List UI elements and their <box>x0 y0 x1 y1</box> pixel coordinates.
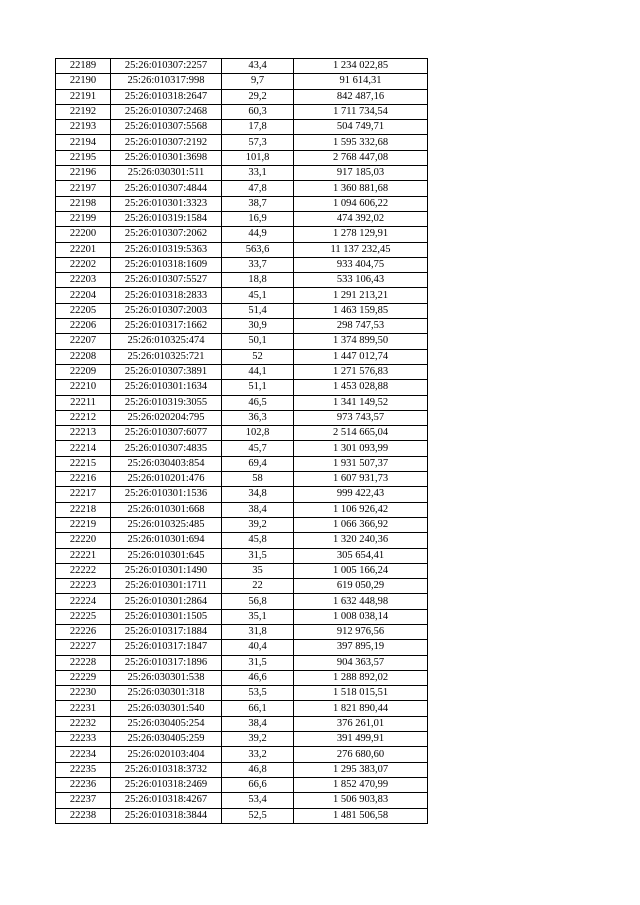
cadastral-number-cell: 25:26:010301:645 <box>111 548 222 563</box>
cadastral-number-cell: 25:26:020204:795 <box>111 410 222 425</box>
cadastral-number-cell: 25:26:010318:4267 <box>111 793 222 808</box>
cadastral-value-cell: 1 295 383,07 <box>294 762 428 777</box>
area-cell: 66,6 <box>222 777 294 792</box>
cadastral-number-cell: 25:26:010301:694 <box>111 533 222 548</box>
cadastral-number-cell: 25:26:010307:4835 <box>111 441 222 456</box>
table-row <box>56 89 428 104</box>
table-row <box>56 227 428 242</box>
cadastral-value-cell: 917 185,03 <box>294 166 428 181</box>
cadastral-value-cell: 276 680,60 <box>294 747 428 762</box>
row-number-cell: 22194 <box>56 135 111 150</box>
cadastral-number-cell: 25:26:010317:998 <box>111 74 222 89</box>
row-number-cell: 22217 <box>56 487 111 502</box>
area-cell: 58 <box>222 472 294 487</box>
row-number-cell: 22215 <box>56 456 111 471</box>
table-row <box>56 777 428 792</box>
area-cell: 30,9 <box>222 319 294 334</box>
cadastral-number-cell: 25:26:010301:1634 <box>111 380 222 395</box>
row-number-cell: 22207 <box>56 334 111 349</box>
table-body <box>56 59 428 824</box>
cadastral-value-cell: 1 518 015,51 <box>294 686 428 701</box>
cadastral-number-cell: 25:26:010307:2062 <box>111 227 222 242</box>
area-cell: 31,8 <box>222 624 294 639</box>
row-number-cell: 22231 <box>56 701 111 716</box>
row-number-cell: 22212 <box>56 410 111 425</box>
cadastral-number-cell: 25:26:030405:259 <box>111 732 222 747</box>
table-row <box>56 334 428 349</box>
row-number-cell: 22230 <box>56 686 111 701</box>
table-row <box>56 624 428 639</box>
area-cell: 38,4 <box>222 502 294 517</box>
cadastral-value-cell: 474 392,02 <box>294 211 428 226</box>
area-cell: 60,3 <box>222 104 294 119</box>
row-number-cell: 22192 <box>56 104 111 119</box>
area-cell: 22 <box>222 579 294 594</box>
cadastral-value-cell: 1 320 240,36 <box>294 533 428 548</box>
table-row <box>56 609 428 624</box>
row-number-cell: 22225 <box>56 609 111 624</box>
cadastral-value-cell: 376 261,01 <box>294 716 428 731</box>
cadastral-number-cell: 25:26:010307:6077 <box>111 426 222 441</box>
cadastral-value-cell: 91 614,31 <box>294 74 428 89</box>
table-row <box>56 472 428 487</box>
table-row <box>56 242 428 257</box>
table-row <box>56 364 428 379</box>
area-cell: 38,4 <box>222 716 294 731</box>
cadastral-number-cell: 25:26:030301:318 <box>111 686 222 701</box>
table-row <box>56 441 428 456</box>
row-number-cell: 22221 <box>56 548 111 563</box>
table-row <box>56 808 428 823</box>
cadastral-number-cell: 25:26:010317:1662 <box>111 319 222 334</box>
table-row <box>56 732 428 747</box>
cadastral-value-cell: 1 066 366,92 <box>294 517 428 532</box>
row-number-cell: 22211 <box>56 395 111 410</box>
cadastral-value-cell: 999 422,43 <box>294 487 428 502</box>
area-cell: 35 <box>222 563 294 578</box>
area-cell: 101,8 <box>222 150 294 165</box>
row-number-cell: 22190 <box>56 74 111 89</box>
area-cell: 39,2 <box>222 732 294 747</box>
row-number-cell: 22200 <box>56 227 111 242</box>
cadastral-number-cell: 25:26:010307:5568 <box>111 120 222 135</box>
cadastral-number-cell: 25:26:010301:668 <box>111 502 222 517</box>
cadastral-value-cell: 1 341 149,52 <box>294 395 428 410</box>
area-cell: 31,5 <box>222 655 294 670</box>
cadastral-number-cell: 25:26:010319:3055 <box>111 395 222 410</box>
cadastral-number-cell: 25:26:010201:476 <box>111 472 222 487</box>
cadastral-value-cell: 305 654,41 <box>294 548 428 563</box>
cadastral-value-cell: 2 514 665,04 <box>294 426 428 441</box>
area-cell: 36,3 <box>222 410 294 425</box>
area-cell: 66,1 <box>222 701 294 716</box>
row-number-cell: 22196 <box>56 166 111 181</box>
area-cell: 44,1 <box>222 364 294 379</box>
area-cell: 9,7 <box>222 74 294 89</box>
area-cell: 39,2 <box>222 517 294 532</box>
table-row <box>56 548 428 563</box>
area-cell: 57,3 <box>222 135 294 150</box>
cadastral-number-cell: 25:26:010301:3698 <box>111 150 222 165</box>
cadastral-value-cell: 1 360 881,68 <box>294 181 428 196</box>
cadastral-value-cell: 2 768 447,08 <box>294 150 428 165</box>
cadastral-value-cell: 11 137 232,45 <box>294 242 428 257</box>
cadastral-value-cell: 1 374 899,50 <box>294 334 428 349</box>
row-number-cell: 22219 <box>56 517 111 532</box>
table-row <box>56 303 428 318</box>
area-cell: 40,4 <box>222 640 294 655</box>
area-cell: 33,1 <box>222 166 294 181</box>
area-cell: 56,8 <box>222 594 294 609</box>
table-row <box>56 517 428 532</box>
area-cell: 17,8 <box>222 120 294 135</box>
table-row <box>56 563 428 578</box>
area-cell: 31,5 <box>222 548 294 563</box>
table-row <box>56 701 428 716</box>
row-number-cell: 22198 <box>56 196 111 211</box>
row-number-cell: 22227 <box>56 640 111 655</box>
table-row <box>56 319 428 334</box>
cadastral-value-cell: 391 499,91 <box>294 732 428 747</box>
cadastral-number-cell: 25:26:010317:1896 <box>111 655 222 670</box>
cadastral-value-cell: 1 931 507,37 <box>294 456 428 471</box>
row-number-cell: 22206 <box>56 319 111 334</box>
area-cell: 45,7 <box>222 441 294 456</box>
cadastral-value-cell: 1 005 166,24 <box>294 563 428 578</box>
cadastral-number-cell: 25:26:010325:721 <box>111 349 222 364</box>
table-row <box>56 380 428 395</box>
cadastral-value-cell: 1 106 926,42 <box>294 502 428 517</box>
row-number-cell: 22235 <box>56 762 111 777</box>
cadastral-value-cell: 1 271 576,83 <box>294 364 428 379</box>
cadastral-number-cell: 25:26:010318:2647 <box>111 89 222 104</box>
cadastral-value-cell: 842 487,16 <box>294 89 428 104</box>
table-row <box>56 166 428 181</box>
table-row <box>56 456 428 471</box>
area-cell: 47,8 <box>222 181 294 196</box>
cadastral-value-cell: 1 278 129,91 <box>294 227 428 242</box>
table-row <box>56 120 428 135</box>
cadastral-number-cell: 25:26:010317:1884 <box>111 624 222 639</box>
area-cell: 52,5 <box>222 808 294 823</box>
row-number-cell: 22223 <box>56 579 111 594</box>
cadastral-number-cell: 25:26:030405:254 <box>111 716 222 731</box>
cadastral-number-cell: 25:26:010307:4844 <box>111 181 222 196</box>
table-row <box>56 211 428 226</box>
cadastral-number-cell: 25:26:030403:854 <box>111 456 222 471</box>
cadastral-value-cell: 1 463 159,85 <box>294 303 428 318</box>
row-number-cell: 22209 <box>56 364 111 379</box>
row-number-cell: 22232 <box>56 716 111 731</box>
cadastral-value-cell: 1 301 093,99 <box>294 441 428 456</box>
table-row <box>56 655 428 670</box>
row-number-cell: 22229 <box>56 670 111 685</box>
cadastral-number-cell: 25:26:010307:2003 <box>111 303 222 318</box>
cadastral-value-cell: 1 291 213,21 <box>294 288 428 303</box>
row-number-cell: 22226 <box>56 624 111 639</box>
cadastral-number-cell: 25:26:010301:1536 <box>111 487 222 502</box>
table-row <box>56 747 428 762</box>
area-cell: 34,8 <box>222 487 294 502</box>
cadastral-number-cell: 25:26:010325:485 <box>111 517 222 532</box>
cadastral-number-cell: 25:26:010318:2833 <box>111 288 222 303</box>
cadastral-value-table <box>55 58 428 824</box>
cadastral-number-cell: 25:26:010301:1711 <box>111 579 222 594</box>
table-row <box>56 670 428 685</box>
cadastral-number-cell: 25:26:010319:5363 <box>111 242 222 257</box>
cadastral-number-cell: 25:26:010301:1490 <box>111 563 222 578</box>
row-number-cell: 22236 <box>56 777 111 792</box>
table-row <box>56 640 428 655</box>
row-number-cell: 22193 <box>56 120 111 135</box>
cadastral-number-cell: 25:26:010318:2469 <box>111 777 222 792</box>
row-number-cell: 22234 <box>56 747 111 762</box>
row-number-cell: 22237 <box>56 793 111 808</box>
cadastral-number-cell: 25:26:030301:511 <box>111 166 222 181</box>
area-cell: 44,9 <box>222 227 294 242</box>
cadastral-value-cell: 397 895,19 <box>294 640 428 655</box>
area-cell: 18,8 <box>222 273 294 288</box>
row-number-cell: 22213 <box>56 426 111 441</box>
area-cell: 46,8 <box>222 762 294 777</box>
cadastral-value-cell: 1 447 012,74 <box>294 349 428 364</box>
table-row <box>56 502 428 517</box>
cadastral-number-cell: 25:26:010318:3732 <box>111 762 222 777</box>
cadastral-value-cell: 533 106,43 <box>294 273 428 288</box>
row-number-cell: 22199 <box>56 211 111 226</box>
cadastral-value-cell: 504 749,71 <box>294 120 428 135</box>
area-cell: 35,1 <box>222 609 294 624</box>
area-cell: 52 <box>222 349 294 364</box>
cadastral-value-cell: 298 747,53 <box>294 319 428 334</box>
table-row <box>56 716 428 731</box>
cadastral-value-cell: 904 363,57 <box>294 655 428 670</box>
cadastral-number-cell: 25:26:010307:2257 <box>111 59 222 74</box>
row-number-cell: 22204 <box>56 288 111 303</box>
row-number-cell: 22208 <box>56 349 111 364</box>
cadastral-number-cell: 25:26:010307:2468 <box>111 104 222 119</box>
area-cell: 33,2 <box>222 747 294 762</box>
area-cell: 69,4 <box>222 456 294 471</box>
row-number-cell: 22201 <box>56 242 111 257</box>
row-number-cell: 22214 <box>56 441 111 456</box>
row-number-cell: 22238 <box>56 808 111 823</box>
table-row <box>56 104 428 119</box>
row-number-cell: 22197 <box>56 181 111 196</box>
row-number-cell: 22191 <box>56 89 111 104</box>
cadastral-number-cell: 25:26:010301:3323 <box>111 196 222 211</box>
table-row <box>56 135 428 150</box>
table-row <box>56 273 428 288</box>
table-row <box>56 59 428 74</box>
cadastral-value-cell: 1 607 931,73 <box>294 472 428 487</box>
area-cell: 33,7 <box>222 257 294 272</box>
area-cell: 50,1 <box>222 334 294 349</box>
row-number-cell: 22216 <box>56 472 111 487</box>
row-number-cell: 22203 <box>56 273 111 288</box>
area-cell: 51,1 <box>222 380 294 395</box>
row-number-cell: 22222 <box>56 563 111 578</box>
table-row <box>56 181 428 196</box>
cadastral-number-cell: 25:26:010307:5527 <box>111 273 222 288</box>
row-number-cell: 22205 <box>56 303 111 318</box>
cadastral-value-cell: 912 976,56 <box>294 624 428 639</box>
cadastral-value-cell: 619 050,29 <box>294 579 428 594</box>
cadastral-value-cell: 1 506 903,83 <box>294 793 428 808</box>
area-cell: 46,5 <box>222 395 294 410</box>
area-cell: 29,2 <box>222 89 294 104</box>
area-cell: 16,9 <box>222 211 294 226</box>
row-number-cell: 22224 <box>56 594 111 609</box>
table-row <box>56 349 428 364</box>
cadastral-number-cell: 25:26:010301:2864 <box>111 594 222 609</box>
table-row <box>56 579 428 594</box>
cadastral-value-cell: 933 404,75 <box>294 257 428 272</box>
cadastral-value-cell: 1 852 470,99 <box>294 777 428 792</box>
cadastral-value-cell: 1 481 506,58 <box>294 808 428 823</box>
area-cell: 38,7 <box>222 196 294 211</box>
table-row <box>56 410 428 425</box>
row-number-cell: 22233 <box>56 732 111 747</box>
cadastral-value-cell: 1 711 734,54 <box>294 104 428 119</box>
table-row <box>56 793 428 808</box>
cadastral-value-cell: 1 234 022,85 <box>294 59 428 74</box>
table-row <box>56 150 428 165</box>
row-number-cell: 22210 <box>56 380 111 395</box>
area-cell: 45,1 <box>222 288 294 303</box>
cadastral-value-cell: 1 821 890,44 <box>294 701 428 716</box>
table-row <box>56 686 428 701</box>
cadastral-number-cell: 25:26:030301:540 <box>111 701 222 716</box>
area-cell: 53,5 <box>222 686 294 701</box>
row-number-cell: 22202 <box>56 257 111 272</box>
table-row <box>56 533 428 548</box>
table-row <box>56 762 428 777</box>
cadastral-value-cell: 973 743,57 <box>294 410 428 425</box>
cadastral-number-cell: 25:26:010318:1609 <box>111 257 222 272</box>
area-cell: 46,6 <box>222 670 294 685</box>
cadastral-number-cell: 25:26:010307:2192 <box>111 135 222 150</box>
area-cell: 563,6 <box>222 242 294 257</box>
cadastral-value-cell: 1 632 448,98 <box>294 594 428 609</box>
area-cell: 45,8 <box>222 533 294 548</box>
cadastral-value-cell: 1 094 606,22 <box>294 196 428 211</box>
row-number-cell: 22220 <box>56 533 111 548</box>
table-row <box>56 196 428 211</box>
table-row <box>56 426 428 441</box>
table-row <box>56 74 428 89</box>
table-row <box>56 487 428 502</box>
area-cell: 102,8 <box>222 426 294 441</box>
cadastral-number-cell: 25:26:010307:3891 <box>111 364 222 379</box>
cadastral-number-cell: 25:26:030301:538 <box>111 670 222 685</box>
table-row <box>56 257 428 272</box>
area-cell: 53,4 <box>222 793 294 808</box>
cadastral-number-cell: 25:26:010317:1847 <box>111 640 222 655</box>
cadastral-value-cell: 1 288 892,02 <box>294 670 428 685</box>
row-number-cell: 22228 <box>56 655 111 670</box>
table-row <box>56 594 428 609</box>
cadastral-number-cell: 25:26:010318:3844 <box>111 808 222 823</box>
cadastral-value-cell: 1 008 038,14 <box>294 609 428 624</box>
cadastral-number-cell: 25:26:010319:1584 <box>111 211 222 226</box>
cadastral-value-cell: 1 595 332,68 <box>294 135 428 150</box>
cadastral-value-cell: 1 453 028,88 <box>294 380 428 395</box>
area-cell: 43,4 <box>222 59 294 74</box>
row-number-cell: 22195 <box>56 150 111 165</box>
table-row <box>56 395 428 410</box>
cadastral-number-cell: 25:26:020103:404 <box>111 747 222 762</box>
row-number-cell: 22218 <box>56 502 111 517</box>
table-row <box>56 288 428 303</box>
cadastral-number-cell: 25:26:010325:474 <box>111 334 222 349</box>
cadastral-number-cell: 25:26:010301:1505 <box>111 609 222 624</box>
area-cell: 51,4 <box>222 303 294 318</box>
row-number-cell: 22189 <box>56 59 111 74</box>
